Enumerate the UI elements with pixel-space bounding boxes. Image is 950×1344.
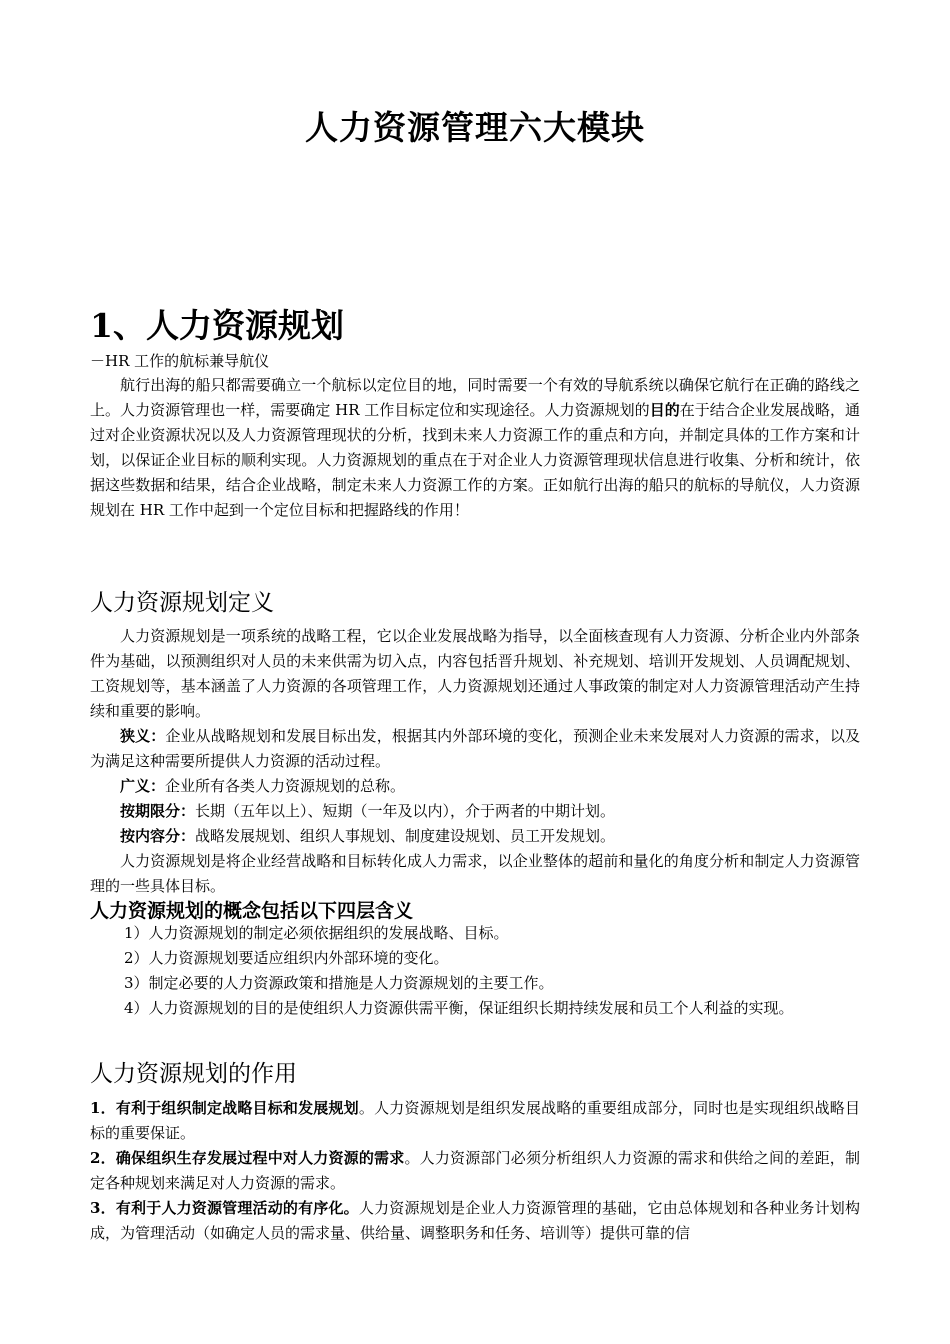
role-item-title: 1．有利于组织制定战略目标和发展规划 — [90, 1099, 359, 1117]
narrow-label: 狭义： — [120, 727, 166, 745]
role-item-text: 人力资源规划是企业人力资源管理的基础，它由总体规划和各种业务计划构成，为管理活动（如确定人员的需求量、供给量、调整职务和任务、培训等）提供可靠的信 — [90, 1199, 860, 1242]
list-item: 2）人力资源规划要适应组织内外部环境的变化。 — [124, 949, 449, 967]
narrow-definition — [90, 724, 860, 774]
broad-text: 企业所有各类人力资源规划的总称。 — [165, 777, 406, 795]
list-item — [90, 1096, 860, 1146]
role-list — [90, 1096, 860, 1246]
term-text: 长期（五年以上）、短期（一年及以内），介于两者的中期计划。 — [195, 802, 616, 820]
section-subtitle: －HR 工作的航标兼导航仪 — [90, 352, 270, 370]
concept-list — [90, 921, 860, 1021]
broad-label: 广义： — [120, 777, 166, 795]
definition-paragraph: 人力资源规划是一项系统的战略工程，它以企业发展战略为指导，以全面核查现有人力资源、分析企业内外部条件为基础，以预测组织对人员的未来供需为切入点，内容包括晋升规划、补充规划、培训开发规划、人员调配规划、工资规划等，基本涵盖了人力资源的各项管理工作，人力资源规划还通过人事政策的制定对人力资源管理活动产生持续和重要的影响。 — [90, 627, 860, 720]
content-text: 战略发展规划、组织人事规划、制度建设规划、员工开发规划。 — [195, 827, 616, 845]
section-heading: 1、人力资源规划 — [90, 306, 344, 345]
narrow-text: 企业从战略规划和发展目标出发，根据其内外部环境的变化，预测企业未来发展对人力资源的需求，以及为满足这种需要所提供人力资源的活动过程。 — [90, 727, 860, 770]
role-item-title: 3．有利于人力资源管理活动的有序化。 — [90, 1199, 359, 1217]
role-item-title: 2．确保组织生存发展过程中对人力资源的需求 — [90, 1149, 405, 1167]
definition-summary: 人力资源规划是将企业经营战略和目标转化成人力需求，以企业整体的超前和量化的角度分析和制定人力资源管理的一些具体目标。 — [90, 852, 860, 895]
broad-definition — [90, 774, 860, 799]
list-item: 3）制定必要的人力资源政策和措施是人力资源规划的主要工作。 — [124, 974, 554, 992]
list-item: 1）人力资源规划的制定必须依据组织的发展战略、目标。 — [124, 924, 509, 942]
intro-text-b: 在于结合企业发展战略，通过对企业资源状况以及人力资源管理现状的分析，找到未来人力资源工作的重点和方向，并制定具体的工作方案和计划，以保证企业目标的顺利实现。人力资源规划的重点在于对企业人力资源管理现状信息进行收集、分析和统计，依据这些数据和结果，结合企业战略，制定未来人力资源工作的方案。正如航行出海的船只的航标的导航仪，人力资源规划在 HR 工作中起到一个定位目标和把握路线的作用！ — [90, 401, 860, 519]
content-label: 按内容分： — [120, 827, 196, 845]
concept-heading: 人力资源规划的概念包括以下四层含义 — [90, 900, 414, 922]
intro-text-a: 航行出海的船只都需要确立一个航标以定位目的地，同时需要一个有效的导航系统以确保它航行在正确的路线之上。人力资源管理也一样，需要确定 HR 工作目标定位和实现途径。人力资源规划的 — [90, 376, 860, 419]
list-item: 4）人力资源规划的目的是使组织人力资源供需平衡，保证组织长期持续发展和员工个人利益的实现。 — [124, 999, 794, 1017]
intro-paragraph-block — [90, 373, 860, 523]
role-item-text: 。人力资源规划是组织发展战略的重要组成部分，同时也是实现组织战略目标的重要保证。 — [90, 1099, 860, 1142]
definition-heading: 人力资源规划定义 — [90, 590, 274, 616]
role-heading: 人力资源规划的作用 — [90, 1061, 297, 1087]
document-title: 人力资源管理六大模块 — [305, 108, 645, 147]
list-item — [90, 1196, 860, 1246]
intro-paragraph — [90, 373, 860, 523]
list-item — [90, 1146, 860, 1196]
term-classification — [90, 799, 860, 824]
role-item-text: 。人力资源部门必须分析组织人力资源的需求和供给之间的差距，制定各种规划来满足对人力资源的需求。 — [90, 1149, 860, 1192]
term-label: 按期限分： — [120, 802, 196, 820]
content-classification — [90, 824, 860, 849]
intro-text-bold: 目的 — [649, 401, 680, 419]
definition-block — [90, 624, 860, 899]
